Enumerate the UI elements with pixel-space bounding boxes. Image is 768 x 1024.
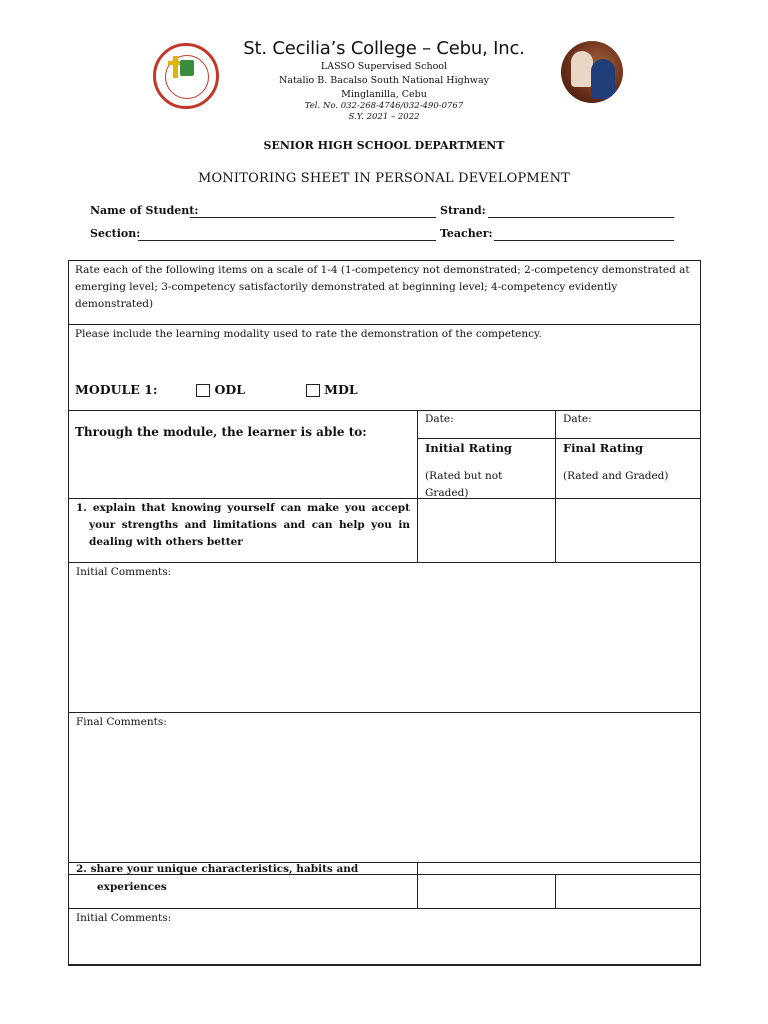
- scale-text: Rate each of the following items on a scale of 1-4 (1-competency not demonstrated; 2-competency demonstrated at emerging level; 3-competency satisfactorily demonstrated at beginning level; 4-competency evidently demonstrated): [75, 264, 690, 310]
- final-date-label: Date:: [563, 413, 592, 425]
- telephone: Tel. No. 032-268-4746/032-490-0767: [304, 101, 464, 111]
- initial-date-cell[interactable]: [417, 410, 556, 439]
- final-rating-header: [555, 438, 701, 499]
- initial-comments-box-2[interactable]: [68, 908, 701, 966]
- item-2-line-2: experiences: [97, 881, 167, 893]
- final-rating-note: (Rated and Graded): [563, 470, 669, 482]
- strand-field[interactable]: [488, 206, 674, 218]
- odl-checkbox[interactable]: [196, 384, 210, 397]
- final-date-cell[interactable]: [555, 410, 701, 439]
- section-field[interactable]: [138, 229, 436, 241]
- item-1-initial-rating[interactable]: [417, 498, 556, 563]
- final-comments-box[interactable]: [68, 712, 701, 863]
- competency-item-1: [68, 498, 418, 563]
- module-row: [75, 381, 358, 398]
- address-line-1: Natalio B. Bacalso South National Highway: [279, 75, 489, 86]
- item-1-final-rating[interactable]: [555, 498, 701, 563]
- sheet-title: MONITORING SHEET IN PERSONAL DEVELOPMENT: [197, 171, 571, 186]
- initial-rating-header: [417, 438, 556, 499]
- odl-label: ODL: [214, 382, 246, 397]
- scale-instructions: [68, 260, 701, 325]
- strand-label: Strand:: [440, 204, 486, 217]
- item-2-final-rating[interactable]: [555, 874, 701, 909]
- mdl-checkbox[interactable]: [306, 384, 320, 397]
- item-2-overflow-right: [555, 862, 701, 874]
- item-1-text: 1. explain that knowing yourself can make you accept your strengths and limitations and can help you in dealing with others better: [76, 502, 410, 548]
- module-label: MODULE 1:: [75, 382, 158, 397]
- school-year: S.Y. 2021 – 2022: [348, 112, 420, 122]
- initial-rating-note: (Rated but not Graded): [425, 470, 503, 499]
- initial-comments-label: Initial Comments:: [76, 566, 172, 578]
- supervised-text: LASSO Supervised School: [320, 61, 448, 72]
- initial-rating-label: Initial Rating: [425, 441, 512, 455]
- name-label: Name of Student:: [90, 204, 199, 217]
- section-label: Section:: [90, 227, 141, 240]
- final-rating-label: Final Rating: [563, 441, 644, 455]
- department-title: SENIOR HIGH SCHOOL DEPARTMENT: [263, 139, 505, 152]
- teacher-field[interactable]: [494, 229, 674, 241]
- through-text: Through the module, the learner is able to:: [75, 425, 367, 439]
- item-2-initial-rating[interactable]: [417, 874, 556, 909]
- initial-comments-label-2: Initial Comments:: [76, 912, 172, 924]
- teacher-label: Teacher:: [440, 227, 493, 240]
- school-name: St. Cecilia’s College – Cebu, Inc.: [243, 38, 525, 59]
- modality-text: Please include the learning modality used to rate the demonstration of the competency.: [75, 328, 542, 340]
- competency-header-cell: [68, 410, 418, 499]
- mdl-label: MDL: [324, 382, 358, 397]
- initial-comments-box[interactable]: [68, 562, 701, 713]
- initial-date-label: Date:: [425, 413, 454, 425]
- competency-item-2: [68, 874, 418, 909]
- address-line-2: Minglanilla, Cebu: [341, 89, 427, 100]
- final-comments-label: Final Comments:: [76, 716, 167, 728]
- name-field[interactable]: [190, 206, 436, 218]
- modality-box: [68, 324, 701, 411]
- item-2-line-1: 2. share your unique characteristics, habits and: [76, 863, 359, 875]
